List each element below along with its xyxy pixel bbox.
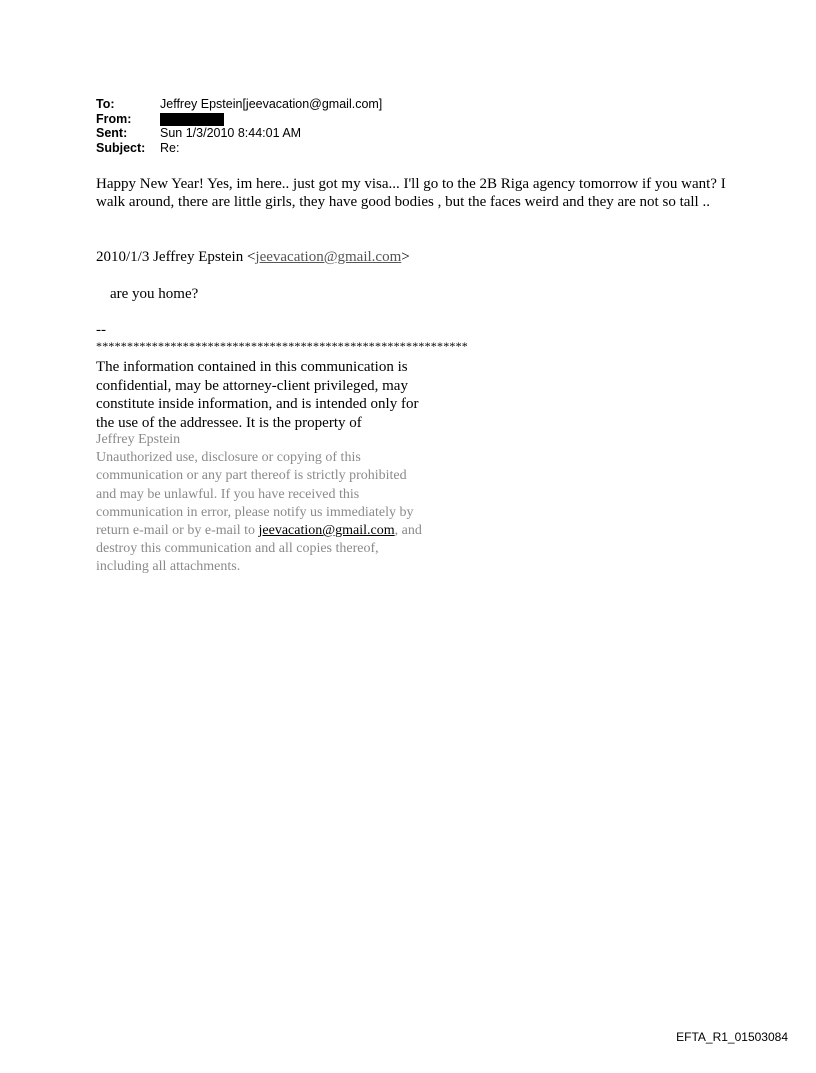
disclaimer-line: including all attachments. bbox=[96, 559, 241, 575]
disclaimer-line: and may be unlawful. If you have received this bbox=[96, 486, 360, 502]
disclaimer-line: the use of the addressee. It is the property of bbox=[96, 414, 362, 431]
redaction-box bbox=[160, 113, 224, 126]
to-label: To: bbox=[96, 97, 115, 111]
subject-row bbox=[96, 141, 382, 156]
document-id: EFTA_R1_01503084 bbox=[676, 1030, 788, 1044]
disclaimer-line: communication or any part thereof is strictly prohibited bbox=[96, 468, 407, 484]
subject-label: Subject: bbox=[96, 140, 146, 155]
disclaimer-black bbox=[96, 358, 466, 432]
email-header bbox=[96, 97, 382, 155]
sent-label: Sent: bbox=[96, 126, 128, 140]
disclaimer-gray bbox=[96, 431, 476, 577]
from-label: From: bbox=[96, 111, 132, 126]
sent-row bbox=[96, 126, 382, 141]
signature-stars: ************************************************************ bbox=[96, 339, 468, 353]
quote-email-link[interactable]: jeevacation@gmail.com bbox=[255, 249, 402, 265]
return-prefix: return e-mail or by e-mail to bbox=[96, 523, 259, 539]
quote-suffix: > bbox=[401, 249, 410, 265]
return-email-link[interactable]: jeevacation@gmail.com bbox=[258, 523, 395, 539]
signature-dash: -- bbox=[96, 322, 106, 338]
quote-prefix: 2010/1/3 Jeffrey Epstein < bbox=[96, 249, 256, 265]
quoted-text: are you home? bbox=[110, 286, 199, 302]
quote-attribution bbox=[96, 248, 410, 266]
message-paragraph: Happy New Year! Yes, im here.. just got my visa... I'll go to the 2B Riga agency tomorrow if you want? I walk around, there are little girls, they have good bodies , but the faces weird and they are not so tall .. bbox=[96, 176, 726, 210]
sent-value: Sun 1/3/2010 8:44:01 AM bbox=[160, 126, 302, 140]
disclaimer-line: The information contained in this communication is bbox=[96, 359, 408, 375]
disclaimer-line: confidential, may be attorney-client privileged, may bbox=[96, 377, 408, 394]
to-row bbox=[96, 97, 382, 112]
disclaimer-line: Jeffrey Epstein bbox=[96, 432, 181, 447]
to-value: Jeffrey Epstein[jeevacation@gmail.com] bbox=[160, 97, 383, 111]
disclaimer-line: Unauthorized use, disclosure or copying of this bbox=[96, 450, 361, 466]
return-suffix: , and bbox=[394, 523, 422, 539]
subject-value: Re: bbox=[160, 140, 180, 155]
disclaimer-line: constitute inside information, and is intended only for bbox=[96, 396, 419, 412]
from-row bbox=[96, 112, 382, 127]
disclaimer-line: communication in error, please notify us immediately by bbox=[96, 504, 414, 520]
disclaimer-return-line bbox=[96, 522, 476, 540]
disclaimer-line: destroy this communication and all copies thereof, bbox=[96, 541, 379, 557]
